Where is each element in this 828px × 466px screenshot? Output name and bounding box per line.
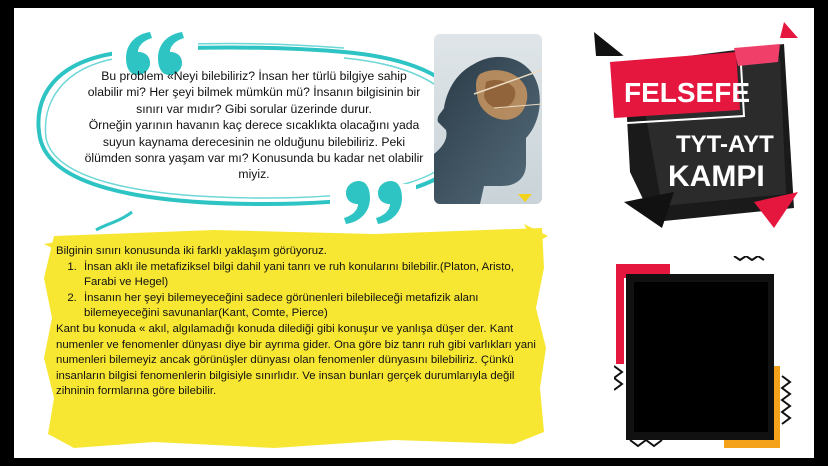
list-item: 2. İnsanın her şeyi bilemeyeceğini sadece görünenleri bilebileceği metafizik alanı bilemeyeceğini savunanlar(Kant, Comte, Pierce) (80, 291, 538, 322)
quote-line: ölümden sonra yaşam var mı? Konusunda bu kadar net olabilir (84, 151, 424, 166)
zigzag-decoration-icon (734, 256, 764, 260)
picture-frame (614, 256, 814, 456)
quote-line: sınırı var mıdır? Gibi sorular üzerinde durur. (136, 101, 372, 116)
body-paragraph: Kant bu konuda « akıl, algılamadığı konuda dilediği gibi konuşur ve yanlışa düşer der. Kant numenler ve fenomenler dünyası diye bir ayrıma gider. Ona göre biz tanrı ruh gibi varlıkları yani numenleri bilemeyiz ancak görünüşler dünyası olan fenomenler dünyasını bilebiliriz. Çünkü insanların bilgisi fenomenlerin bilgisiyle sınırlıdır. Ve insan bunları gerçek durumlarıyla değil zihninin formlarına göre bilebilir. (56, 322, 536, 398)
logo-line3: KAMPI (668, 160, 765, 193)
quote-line: olabilir mi? Her şeyi bilmek mümkün mü? İnsanın bilgisinin bir (87, 85, 421, 100)
slide-panel (14, 8, 814, 458)
logo-line2: TYT-AYT (676, 131, 774, 158)
quote-line: Örneğin yarının havanın kaç derece sıcaklıkta olacağını yada (88, 118, 420, 133)
logo-line1: FELSEFE (624, 77, 751, 108)
body-intro: Bilginin sınırı konusunda iki farklı yaklaşım görüyoruz. (56, 245, 327, 257)
body-text (56, 244, 538, 400)
felsefe-kampi-logo (584, 22, 804, 232)
quote-line: miyiz. (238, 167, 270, 182)
quote-line: suyun kaynama derecesinin ne olduğunu bilebiliriz. Peki (102, 134, 406, 149)
quote-line: Bu problem «Neyi bilebiliriz? İnsan her türlü bilgiye sahip (101, 69, 407, 83)
list-item: 1. İnsan aklı ile metafiziksel bilgi dahil yani tanrı ve ruh konularını bilebilir.(Platon, Aristo, Farabi ve Hegel) (80, 260, 538, 291)
body-list (56, 260, 538, 322)
